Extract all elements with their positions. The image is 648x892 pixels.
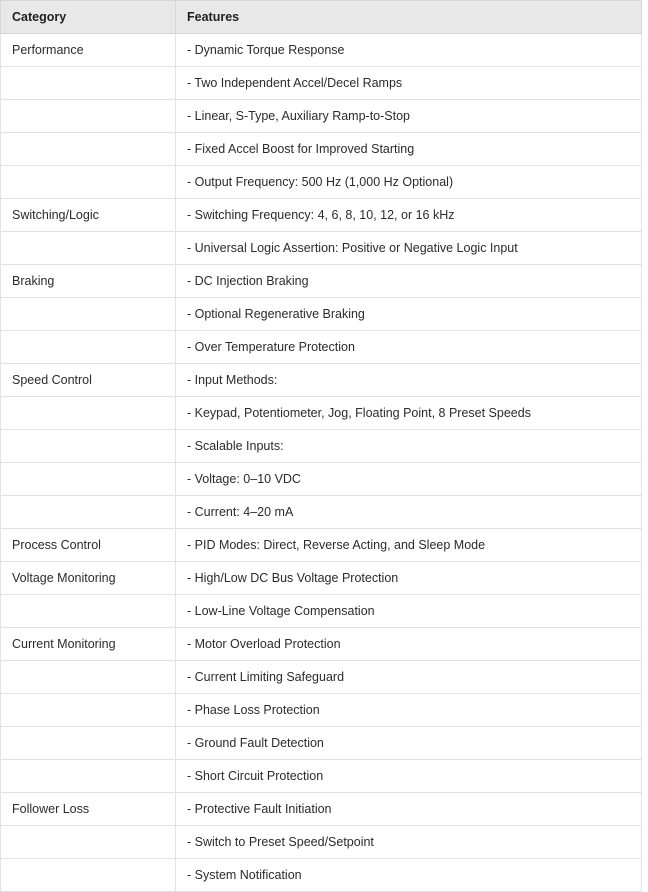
cell-category	[1, 133, 176, 166]
cell-feature: - Current: 4–20 mA	[176, 496, 642, 529]
cell-feature: - Switching Frequency: 4, 6, 8, 10, 12, or 16 kHz	[176, 199, 642, 232]
column-header-features: Features	[176, 1, 642, 34]
table-row	[1, 364, 642, 397]
cell-category	[1, 661, 176, 694]
cell-category	[1, 595, 176, 628]
table-row	[1, 694, 642, 727]
cell-feature: - Scalable Inputs:	[176, 430, 642, 463]
cell-category	[1, 397, 176, 430]
table-row	[1, 430, 642, 463]
cell-category: Braking	[1, 265, 176, 298]
table-row	[1, 628, 642, 661]
cell-feature: - Motor Overload Protection	[176, 628, 642, 661]
cell-category: Current Monitoring	[1, 628, 176, 661]
cell-category	[1, 496, 176, 529]
table-row	[1, 661, 642, 694]
cell-feature: - DC Injection Braking	[176, 265, 642, 298]
cell-category: Switching/Logic	[1, 199, 176, 232]
cell-category: Performance	[1, 34, 176, 67]
cell-feature: - Universal Logic Assertion: Positive or Negative Logic Input	[176, 232, 642, 265]
cell-feature: - Dynamic Torque Response	[176, 34, 642, 67]
cell-feature: - Low-Line Voltage Compensation	[176, 595, 642, 628]
cell-category	[1, 331, 176, 364]
table-row	[1, 199, 642, 232]
table-row	[1, 166, 642, 199]
cell-category	[1, 826, 176, 859]
cell-feature: - Switch to Preset Speed/Setpoint	[176, 826, 642, 859]
cell-feature: - Over Temperature Protection	[176, 331, 642, 364]
table-row	[1, 562, 642, 595]
table-row	[1, 727, 642, 760]
table-row	[1, 529, 642, 562]
cell-category	[1, 760, 176, 793]
cell-category	[1, 100, 176, 133]
cell-feature: - High/Low DC Bus Voltage Protection	[176, 562, 642, 595]
cell-category	[1, 727, 176, 760]
cell-feature: - Phase Loss Protection	[176, 694, 642, 727]
cell-feature: - Short Circuit Protection	[176, 760, 642, 793]
table-row	[1, 595, 642, 628]
cell-category	[1, 463, 176, 496]
cell-feature: - Ground Fault Detection	[176, 727, 642, 760]
table-row	[1, 331, 642, 364]
cell-category: Process Control	[1, 529, 176, 562]
cell-feature: - Two Independent Accel/Decel Ramps	[176, 67, 642, 100]
table-row	[1, 67, 642, 100]
cell-feature: - Protective Fault Initiation	[176, 793, 642, 826]
table-row	[1, 859, 642, 892]
cell-feature: - PID Modes: Direct, Reverse Acting, and Sleep Mode	[176, 529, 642, 562]
cell-feature: - Output Frequency: 500 Hz (1,000 Hz Optional)	[176, 166, 642, 199]
table-row	[1, 265, 642, 298]
cell-feature: - Linear, S-Type, Auxiliary Ramp-to-Stop	[176, 100, 642, 133]
cell-feature: - Keypad, Potentiometer, Jog, Floating Point, 8 Preset Speeds	[176, 397, 642, 430]
cell-category	[1, 232, 176, 265]
table-row	[1, 793, 642, 826]
cell-feature: - Voltage: 0–10 VDC	[176, 463, 642, 496]
table-row	[1, 496, 642, 529]
table-row	[1, 34, 642, 67]
table-header-row	[1, 1, 642, 34]
table-row	[1, 100, 642, 133]
cell-feature: - Fixed Accel Boost for Improved Starting	[176, 133, 642, 166]
table-row	[1, 463, 642, 496]
table-row	[1, 298, 642, 331]
cell-feature: - Current Limiting Safeguard	[176, 661, 642, 694]
cell-feature: - Optional Regenerative Braking	[176, 298, 642, 331]
cell-category	[1, 67, 176, 100]
table-row	[1, 760, 642, 793]
cell-feature: - System Notification	[176, 859, 642, 892]
column-header-category: Category	[1, 1, 176, 34]
cell-category	[1, 430, 176, 463]
table-header	[1, 1, 642, 34]
table-row	[1, 397, 642, 430]
cell-category	[1, 694, 176, 727]
table-row	[1, 133, 642, 166]
cell-category	[1, 298, 176, 331]
table-body	[1, 34, 642, 892]
cell-category: Speed Control	[1, 364, 176, 397]
cell-feature: - Input Methods:	[176, 364, 642, 397]
cell-category: Follower Loss	[1, 793, 176, 826]
cell-category: Voltage Monitoring	[1, 562, 176, 595]
table-row	[1, 232, 642, 265]
cell-category	[1, 859, 176, 892]
cell-category	[1, 166, 176, 199]
table-row	[1, 826, 642, 859]
